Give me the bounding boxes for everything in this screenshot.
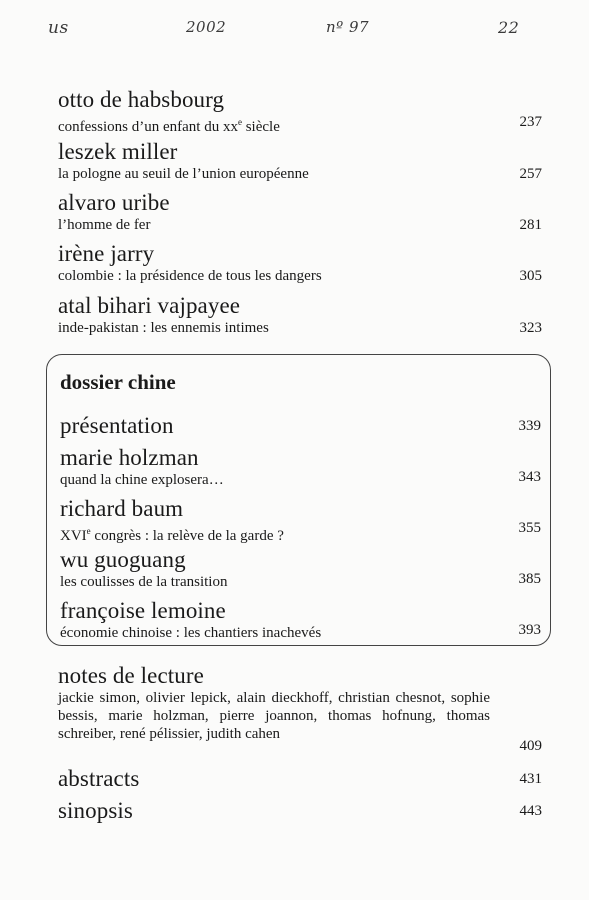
entry-title: XVIe congrès : la relève de la garde ? [60,526,284,544]
entry-title: colombie : la présidence de tous les dangers [58,268,322,284]
entry-page-number: 305 [519,268,542,284]
handwritten-note: us [48,18,69,38]
notes-heading: notes de lecture [58,663,204,688]
sinopsis-entry [58,799,542,823]
entry-title: économie chinoise : les chantiers inachevés [60,625,322,641]
toc-entry [58,242,542,286]
dossier-entry [60,414,541,438]
handwritten-page-number: 22 [498,18,520,37]
abstracts-entry [58,767,542,791]
entry-author: leszek miller [58,139,178,164]
entry-title: les coulisses de la transition [60,574,228,590]
abstracts-heading: abstracts [58,766,140,791]
entry-page-number: 281 [519,217,542,233]
entry-title: la pologne au seuil de l’union européenne [58,166,309,182]
handwritten-issue-number: nº 97 [326,18,370,36]
dossier-entry [60,548,541,592]
dossier-entry [60,446,541,490]
entry-title: confessions d’un enfant du $xx^e$ siècle [58,117,280,135]
entry-author: alvaro uribe [58,190,170,215]
entry-page-number: 355 [518,520,541,536]
entry-page-number: 323 [519,320,542,336]
entry-author: atal bihari vajpayee [58,293,241,318]
toc-entry [58,140,542,184]
sinopsis-heading: sinopsis [58,798,133,823]
entry-author: présentation [60,413,174,438]
entry-author: wu guoguang [60,547,186,572]
dossier-entry [60,599,541,643]
entry-page-number: 257 [519,166,542,182]
entry-page-number: 237 [519,114,542,130]
entry-title: quand la chine explosera… [60,472,224,488]
notes-section [58,663,542,754]
entry-author: otto de habsbourg [58,87,225,112]
entry-page-number: 343 [518,469,541,485]
dossier-entry [60,497,541,546]
entry-title: l’homme de fer [58,217,151,233]
entry-author: irène jarry [58,241,155,266]
entry-page-number: 431 [519,771,542,787]
entry-page-number: 443 [519,803,542,819]
toc-entry [58,294,542,338]
entry-title: inde-pakistan : les ennemis intimes [58,320,269,336]
entry-author: françoise lemoine [60,598,226,623]
entry-author: richard baum [60,496,184,521]
handwritten-year: 2002 [186,18,227,36]
toc-entry [58,191,542,235]
entry-page-number: 393 [518,622,541,638]
notes-reviewer-names: jackie simon, olivier lepick, alain dieckhoff, christian chesnot, sophie bessis, marie holzman, pierre joannon, thomas hofnung, thomas schreiber, rené pélissier, judith cahen [58,690,490,742]
entry-page-number: 339 [518,418,541,434]
entry-page-number: 409 [519,738,542,754]
dossier-title: dossier chine [60,370,176,394]
toc-entry [58,88,542,137]
entry-page-number: 385 [518,571,541,587]
entry-author: marie holzman [60,445,199,470]
